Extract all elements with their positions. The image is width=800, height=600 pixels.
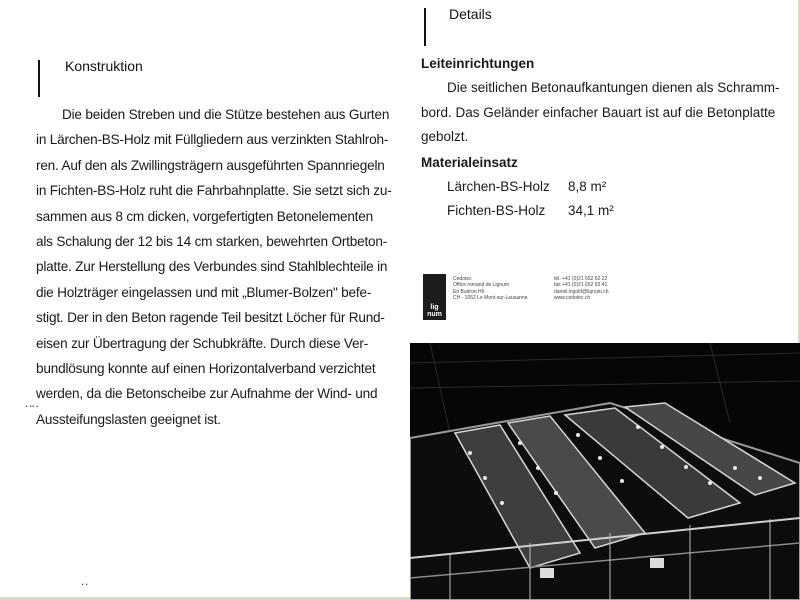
section-marker-bar	[424, 8, 426, 46]
material-name: Lärchen-BS-Holz	[447, 178, 550, 194]
material-value: 34,1 m²	[568, 202, 614, 218]
details-line: gebolzt.	[421, 129, 469, 145]
details-line: Die seitlichen Betonaufkantungen dienen als Schramm-	[447, 80, 780, 95]
body-line: ren. Auf den als Zwillingsträgern ausgeführten Spannriegeln	[36, 157, 385, 173]
material-name: Fichten-BS-Holz	[447, 202, 546, 218]
material-row	[421, 175, 791, 199]
section-marker-bar	[38, 60, 40, 97]
publisher-contact: tél. +41 (0)21 652 62 22 fax +41 (0)21 652 93 41 daniel.ingold@lignum.ch www.cedotec.ch	[554, 276, 609, 302]
body-line: werden, da die Betonscheibe zur Aufnahme der Wind- und	[36, 386, 378, 402]
body-line: bundlösung konnte auf einen Horizontalverband verzichtet	[36, 361, 376, 377]
konstruktion-body	[36, 102, 404, 432]
bridge-deck-photo	[410, 343, 800, 600]
body-line: platte. Zur Herstellung des Verbundes sind Stahlblechteile in	[36, 259, 388, 275]
body-line: Die beiden Streben und die Stütze bestehen aus Gurten	[62, 107, 390, 122]
body-line: eisen zur Übertragung der Schubkräfte. Durch diese Ver-	[36, 335, 369, 351]
body-line: Aussteifungslasten geeignet ist.	[36, 411, 221, 427]
details-heading: Details	[449, 6, 492, 22]
publisher-address: Cedotec Office romand de Lignum En Budron H6 CH - 1052 Le Mont-sur-Lausanne	[453, 276, 528, 302]
scan-artifact: ⠐⠂	[78, 580, 92, 590]
details-body	[421, 52, 791, 223]
details-line: bord. Das Geländer einfacher Bauart ist auf die Betonplatte	[421, 104, 776, 120]
body-line: sammen aus 8 cm dicken, vorgefertigten Betonelementen	[36, 208, 373, 224]
body-line: stigt. Der in den Beton ragende Teil besitzt Löcher für Rund-	[36, 310, 385, 326]
konstruktion-heading: Konstruktion	[65, 58, 143, 74]
material-row	[421, 199, 791, 223]
leiteinrichtungen-subheading: Leiteinrichtungen	[421, 56, 535, 71]
body-line: in Fichten-BS-Holz ruht die Fahrbahnplatte. Sie setzt sich zu-	[36, 183, 392, 199]
body-line: die Holzträger eingelassen und mit „Blumer-Bolzen" befe-	[36, 284, 372, 300]
body-line: in Lärchen-BS-Holz mit Füllgliedern aus verzinkten Stahlroh-	[36, 132, 389, 148]
scan-artifact: ⠐⠒⠂	[22, 402, 42, 412]
material-value: 8,8 m²	[568, 178, 607, 194]
materialeinsatz-subheading: Materialeinsatz	[421, 154, 518, 170]
bridge-deck-illustration	[410, 343, 800, 600]
body-line: als Schalung der 12 bis 14 cm starken, bewehrten Ortbeton-	[36, 234, 388, 250]
publisher-footer	[423, 274, 800, 322]
lignum-logo: lig num	[423, 274, 446, 320]
